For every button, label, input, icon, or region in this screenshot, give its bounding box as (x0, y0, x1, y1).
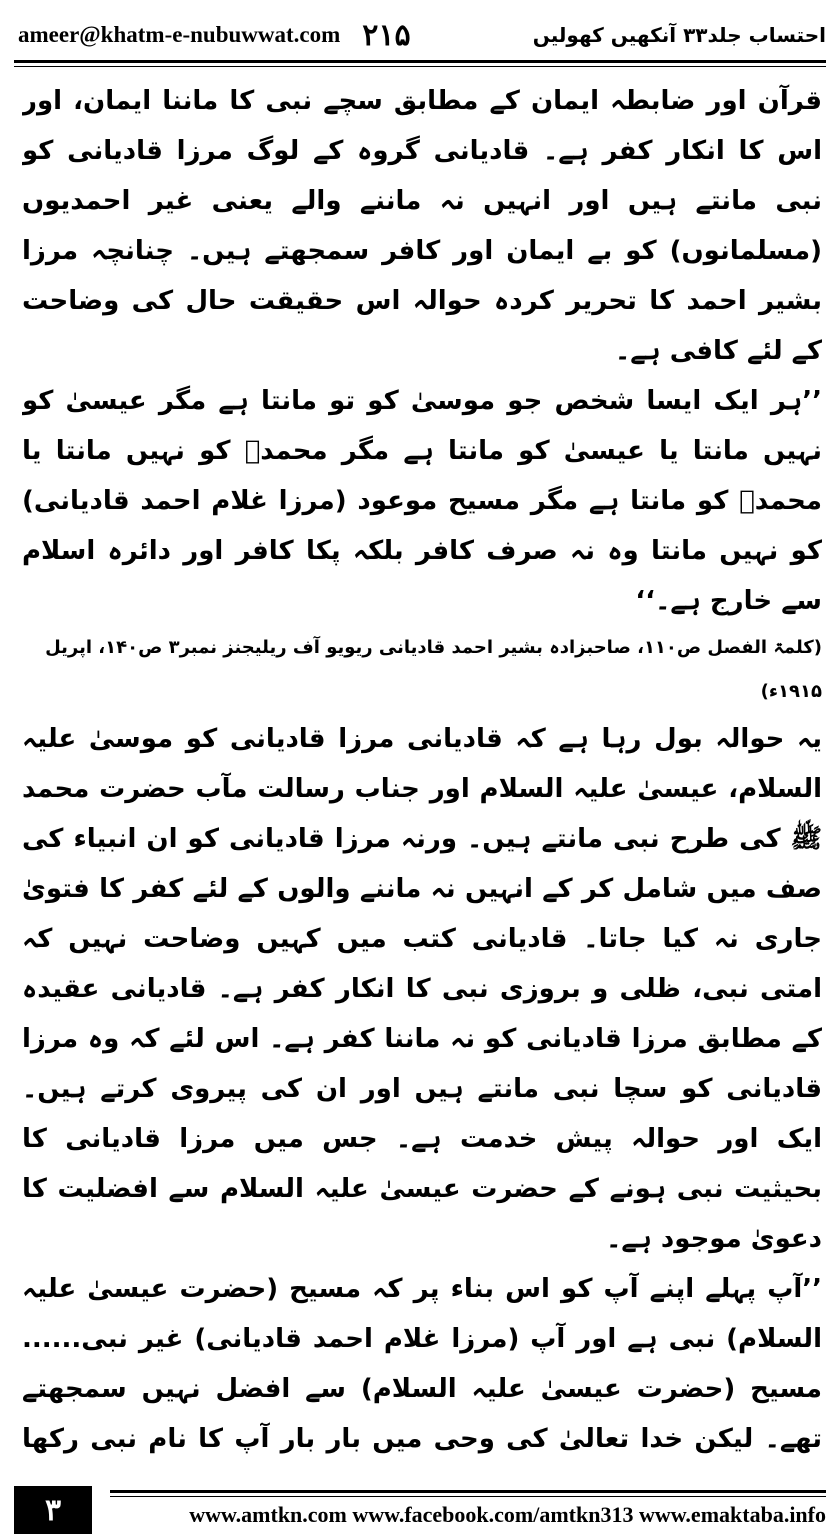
page-footer (14, 1480, 826, 1536)
footer-page-marker: ۳ (14, 1486, 92, 1534)
quote-haqiqat-un-nubuwwat (22, 1264, 822, 1456)
quote-haqiqat-text: ’’آپ پہلے اپنے آپ کو اس بناء پر کہ مسیح (حضرت عیسیٰ علیہ السلام) نبی ہے اور آپ (مرزا غلام احمد قادیانی) غیر نبی...... مسیح (حضرت عیسیٰ علیہ السلام) سے افضل نہیں سمجھتے تھے۔ لیکن خدا تعالیٰ کی وحی میں بار بار آپ کا نام نبی رکھا (22, 1274, 822, 1454)
page-header (18, 10, 826, 60)
footer-rule (110, 1490, 826, 1493)
footer-links[interactable]: www.amtkn.com www.facebook.com/amtkn313 www.emaktaba.info (189, 1502, 826, 1527)
page-number: ۲۱۵ (362, 17, 411, 53)
header-rule-thin (14, 66, 826, 67)
header-email[interactable]: ameer@khatm-e-nubuwwat.com (18, 22, 341, 47)
page-body (22, 76, 822, 1456)
paragraph-intro: قرآن اور ضابطہ ایمان کے مطابق سچے نبی کا ماننا ایمان، اور اس کا انکار کفر ہے۔ قادیانی گروہ کے لوگ مرزا قادیانی کو نبی مانتے ہیں اور انہیں نہ ماننے والے یعنی غیر احمدیوں (مسلمانوں) کو بے ایمان اور کافر سمجھتے ہیں۔ چنانچہ مرزا بشیر احمد کا تحریر کردہ حوالہ اس حقیقت حال کی وضاحت کے لئے کافی ہے۔ (22, 86, 822, 366)
paragraph-explanation: یہ حوالہ بول رہا ہے کہ قادیانی مرزا قادیانی کو موسیٰ علیہ السلام، عیسیٰ علیہ السلام اور جناب رسالت مآب حضرت محمد ﷺ کی طرح نبی مانتے ہیں۔ ورنہ مرزا قادیانی کو ان انبیاء کی صف میں شامل کر کے انہیں نہ ماننے والوں کے لئے کفر کا فتویٰ جاری نہ کیا جاتا۔ قادیانی کتب میں کہیں وضاحت نہیں کہ امتی نبی، ظلی و بروزی نبی کا انکار کفر ہے۔ قادیانی عقیدہ کے مطابق مرزا قادیانی کو نہ ماننا کفر ہے۔ اس لئے کہ وہ مرزا قادیانی کو سچا نبی مانتے ہیں اور ان کی پیروی کرتے ہیں۔ ایک اور حوالہ پیش خدمت ہے۔ جس میں مرزا قادیانی کا بحیثیت نبی ہونے کے حضرت عیسیٰ علیہ السلام سے افضلیت کا دعویٰ موجود ہے۔ (22, 724, 822, 1254)
book-title: احتساب جلد۳۳ آنکھیں کھولیں (532, 23, 826, 47)
quote-kalimat-ul-fasl: ’’ہر ایک ایسا شخص جو موسیٰ کو تو مانتا ہے مگر عیسیٰ کو نہیں مانتا یا عیسیٰ کو مانتا ہے مگر محمدؐ کو نہیں مانتا یا محمدؐ کو مانتا ہے مگر مسیح موعود (مرزا غلام احمد قادیانی) کو نہیں مانتا وہ نہ صرف کافر بلکہ پکا کافر اور دائرہ اسلام سے خارج ہے۔‘‘ (22, 386, 822, 616)
citation-kalimat-ul-fasl: (کلمۃ الفصل ص۱۱۰، صاحبزادہ بشیر احمد قادیانی ریویو آف ریلیجنز نمبر۳ ص۱۴۰، اپریل ۱۹۱۵ء) (45, 637, 822, 702)
footer-rule-thin (110, 1496, 826, 1497)
header-left (18, 18, 411, 53)
header-rule (14, 60, 826, 63)
